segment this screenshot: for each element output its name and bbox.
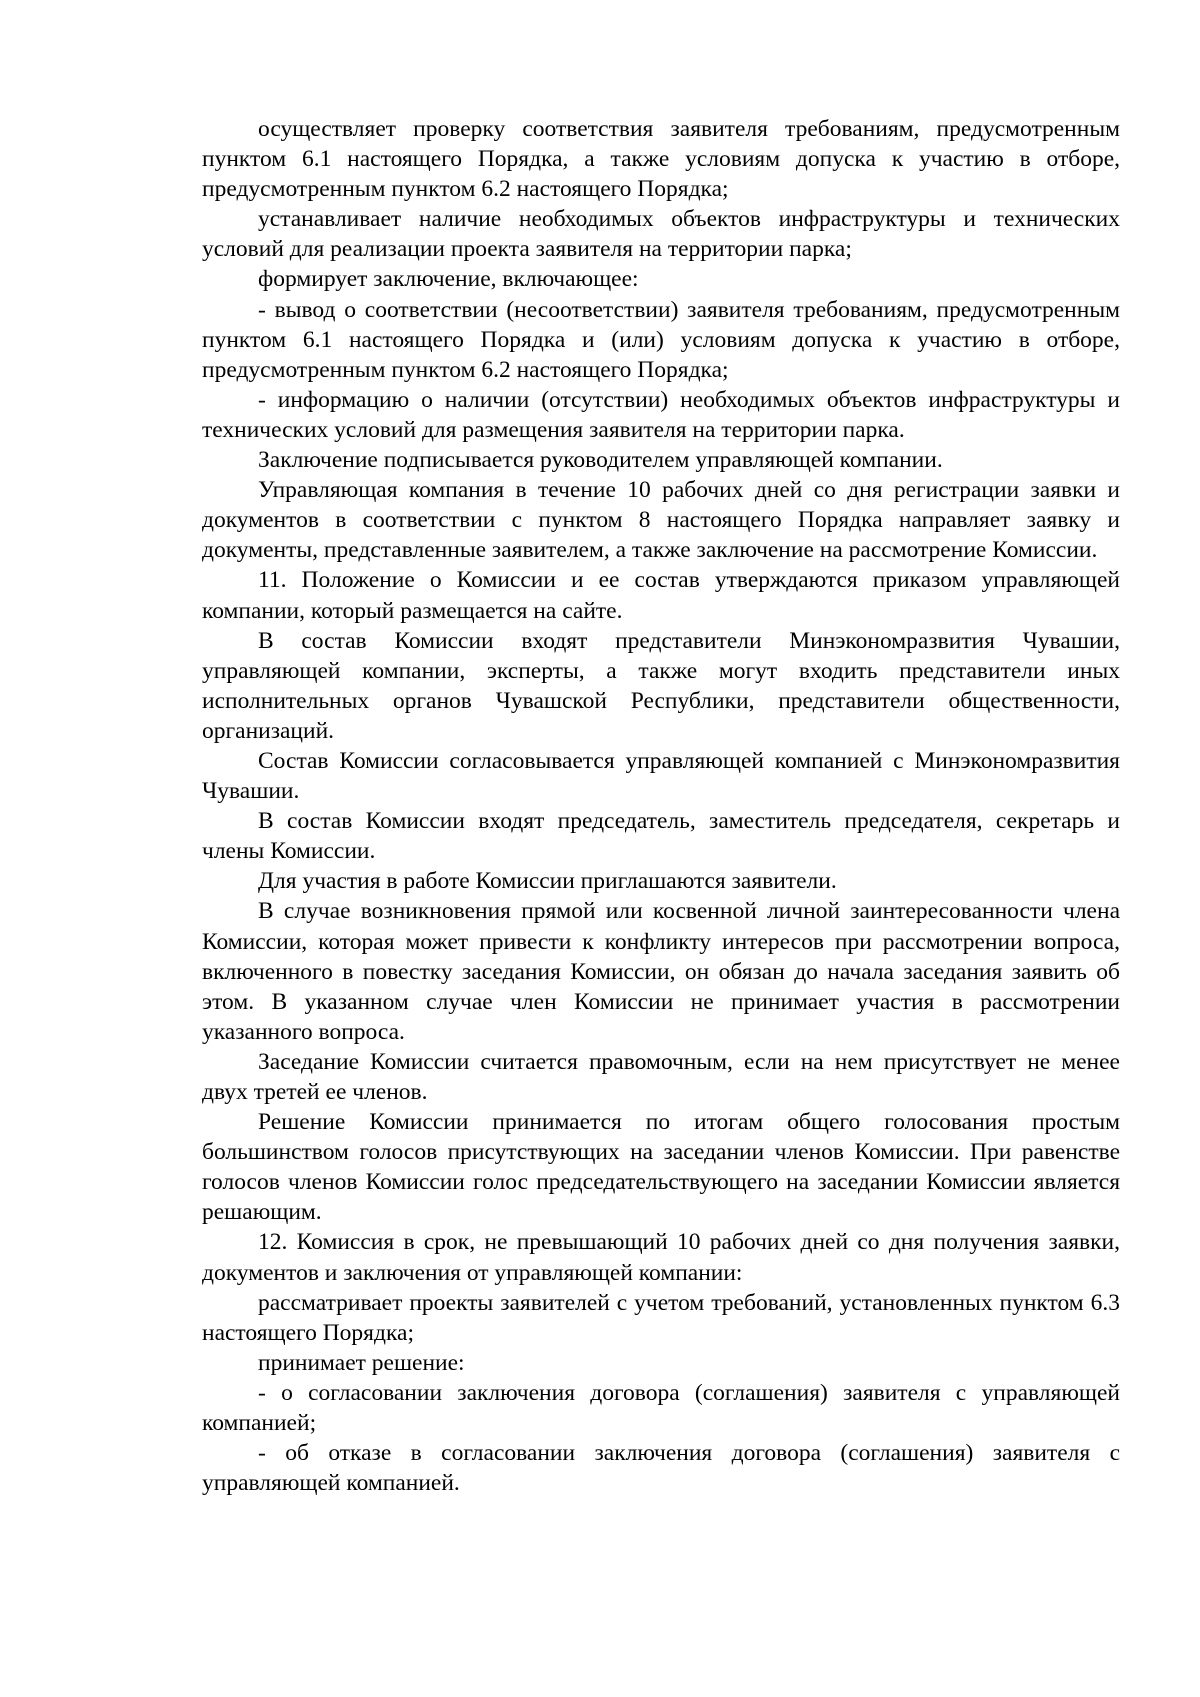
document-page: [202, 114, 1120, 1498]
paragraph: формирует заключение, включающее:: [258, 266, 639, 293]
paragraph: 11. Положение о Комиссии и ее состав утверждаются приказом управляющей компании, который размещается на сайте.: [202, 567, 1120, 624]
paragraph: Заседание Комиссии считается правомочным, если на нем присутствует не менее двух третей ее членов.: [202, 1048, 1120, 1105]
paragraph: - вывод о соответствии (несоответствии) заявителя требованиям, предусмотренным пунктом 6.1 настоящего Порядка и (или) условиям допуска к участию в отборе, предусмотренным пунктом 6.2 настоящего Порядка;: [202, 296, 1120, 383]
paragraph: Состав Комиссии согласовывается управляющей компанией с Минэкономразвития Чувашии.: [202, 747, 1120, 805]
paragraph: В состав Комиссии входят представители Минэкономразвития Чувашии, управляющей компании, эксперты, а также могут входить представители иных исполнительных органов Чувашской Республики, представители общественности, организаций.: [202, 627, 1120, 744]
paragraph: - об отказе в согласовании заключения договора (соглашения) заявителя с управляющей компанией.: [202, 1440, 1120, 1497]
paragraph: осуществляет проверку соответствия заявителя требованиям, предусмотренным пунктом 6.1 настоящего Порядка, а также условиям допуска к участию в отборе, предусмотренным пунктом 6.2 настоящего Порядка;: [202, 116, 1120, 203]
paragraph: Заключение подписывается руководителем управляющей компании.: [258, 447, 943, 474]
paragraph: - информацию о наличии (отсутствии) необходимых объектов инфраструктуры и технических условий для размещения заявителя на территории парка.: [202, 386, 1120, 443]
paragraph: 12. Комиссия в срок, не превышающий 10 рабочих дней со дня получения заявки, документов и заключения от управляющей компании:: [202, 1229, 1120, 1286]
paragraph: - о согласовании заключения договора (соглашения) заявителя с управляющей компанией;: [202, 1379, 1120, 1437]
paragraph: Решение Комиссии принимается по итогам общего голосования простым большинством голосов присутствующих на заседании членов Комиссии. При равенстве голосов членов Комиссии голос председательствующего на заседании Комиссии является решающим.: [202, 1109, 1120, 1226]
paragraph: Для участия в работе Комиссии приглашаются заявители.: [258, 868, 837, 895]
paragraph: принимает решение:: [258, 1349, 465, 1376]
paragraph: В состав Комиссии входят председатель, заместитель председателя, секретарь и члены Комиссии.: [202, 808, 1120, 865]
paragraph: В случае возникновения прямой или косвенной личной заинтересованности члена Комиссии, которая может привести к конфликту интересов при рассмотрении вопроса, включенного в повестку заседания Комиссии, он обязан до начала заседания заявить об этом. В указанном случае член Комиссии не принимает участия в рассмотрении указанного вопроса.: [202, 898, 1120, 1045]
paragraph: рассматривает проекты заявителей с учетом требований, установленных пунктом 6.3 настоящего Порядка;: [202, 1289, 1120, 1346]
paragraph: Управляющая компания в течение 10 рабочих дней со дня регистрации заявки и документов в соответствии с пунктом 8 настоящего Порядка направляет заявку и документы, представленные заявителем, а также заключение на рассмотрение Комиссии.: [202, 477, 1120, 564]
paragraph: устанавливает наличие необходимых объектов инфраструктуры и технических условий для реализации проекта заявителя на территории парка;: [202, 206, 1120, 263]
